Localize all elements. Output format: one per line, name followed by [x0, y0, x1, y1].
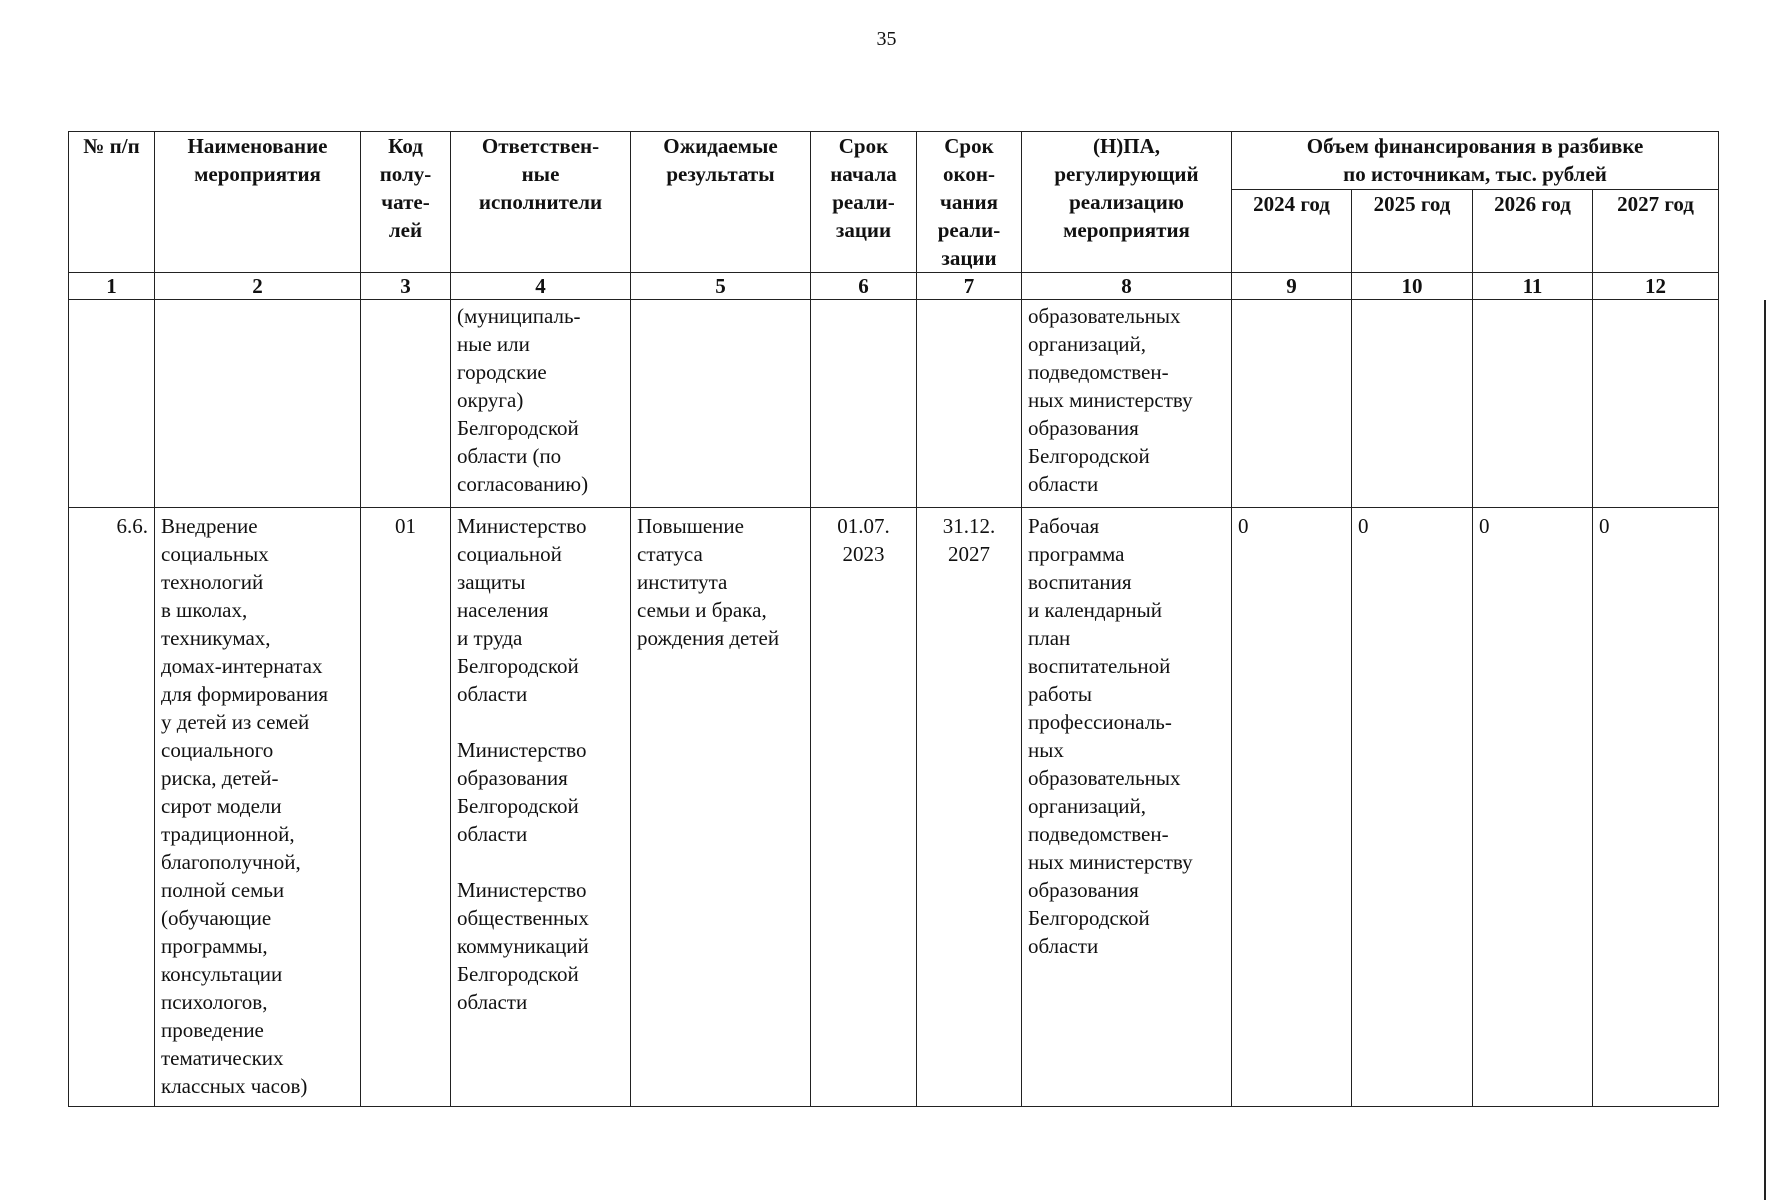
header-name: Наименование мероприятия	[155, 132, 361, 273]
row-number: 6.6.	[69, 508, 155, 1107]
column-number: 1	[69, 273, 155, 300]
row-code: 01	[361, 508, 451, 1107]
cell-empty	[811, 300, 917, 508]
row-finance-2024: 0	[1232, 508, 1352, 1107]
table-row	[69, 508, 1719, 1107]
header-code: Код полу- чате- лей	[361, 132, 451, 273]
header-row	[69, 132, 1719, 190]
column-number: 11	[1473, 273, 1593, 300]
program-table	[68, 131, 1719, 1107]
scan-edge-line	[1764, 300, 1766, 1200]
cell-empty	[631, 300, 811, 508]
cell-empty	[1593, 300, 1719, 508]
row-npa: Рабочая программа воспитания и календарный план воспитательной работы профессиональ- ных образовательных организаций, подведомствен- ных министерству образования Белгородской области	[1022, 508, 1232, 1107]
row-finance-2026: 0	[1473, 508, 1593, 1107]
column-number: 9	[1232, 273, 1352, 300]
column-number: 4	[451, 273, 631, 300]
header-executors: Ответствен- ные исполнители	[451, 132, 631, 273]
row-results: Повышение статуса института семьи и брака, рождения детей	[631, 508, 811, 1107]
header-results: Ожидаемые результаты	[631, 132, 811, 273]
cell-empty	[361, 300, 451, 508]
column-number: 12	[1593, 273, 1719, 300]
column-number: 8	[1022, 273, 1232, 300]
cell-empty	[1352, 300, 1473, 508]
header-year-2027: 2027 год	[1593, 190, 1719, 273]
row-finance-2025: 0	[1352, 508, 1473, 1107]
column-number: 7	[917, 273, 1022, 300]
row-executors: Министерство социальной защиты населения и труда Белгородской области Министерство образования Белгородской области Министерство общественных коммуникаций Белгородской области	[451, 508, 631, 1107]
header-end: Срок окон- чания реали- зации	[917, 132, 1022, 273]
column-number: 6	[811, 273, 917, 300]
header-year-2026: 2026 год	[1473, 190, 1593, 273]
header-year-2025: 2025 год	[1352, 190, 1473, 273]
header-npa: (Н)ПА, регулирующий реализацию мероприятия	[1022, 132, 1232, 273]
continuation-executors: (муниципаль- ные или городские округа) Белгородской области (по согласованию)	[451, 300, 631, 508]
column-number: 3	[361, 273, 451, 300]
header-start: Срок начала реали- зации	[811, 132, 917, 273]
column-number: 10	[1352, 273, 1473, 300]
row-start-date: 01.07. 2023	[811, 508, 917, 1107]
row-finance-2027: 0	[1593, 508, 1719, 1107]
cell-empty	[69, 300, 155, 508]
row-name: Внедрение социальных технологий в школах, техникумах, домах-интернатах для формирования у детей из семей социального риска, детей- сирот модели традиционной, благополучной, полной семьи (обучающие программы, консультации психологов, проведение тематических классных часов)	[155, 508, 361, 1107]
cell-empty	[1232, 300, 1352, 508]
header-year-2024: 2024 год	[1232, 190, 1352, 273]
cell-empty	[155, 300, 361, 508]
column-number-row	[69, 273, 1719, 300]
continuation-npa: образовательных организаций, подведомствен- ных министерству образования Белгородской области	[1022, 300, 1232, 508]
cell-empty	[1473, 300, 1593, 508]
column-number: 2	[155, 273, 361, 300]
header-num: № п/п	[69, 132, 155, 273]
page-number: 35	[876, 28, 897, 50]
header-finance: Объем финансирования в разбивке по источникам, тыс. рублей	[1232, 132, 1719, 190]
row-end-date: 31.12. 2027	[917, 508, 1022, 1107]
cell-empty	[917, 300, 1022, 508]
column-number: 5	[631, 273, 811, 300]
continuation-row	[69, 300, 1719, 508]
